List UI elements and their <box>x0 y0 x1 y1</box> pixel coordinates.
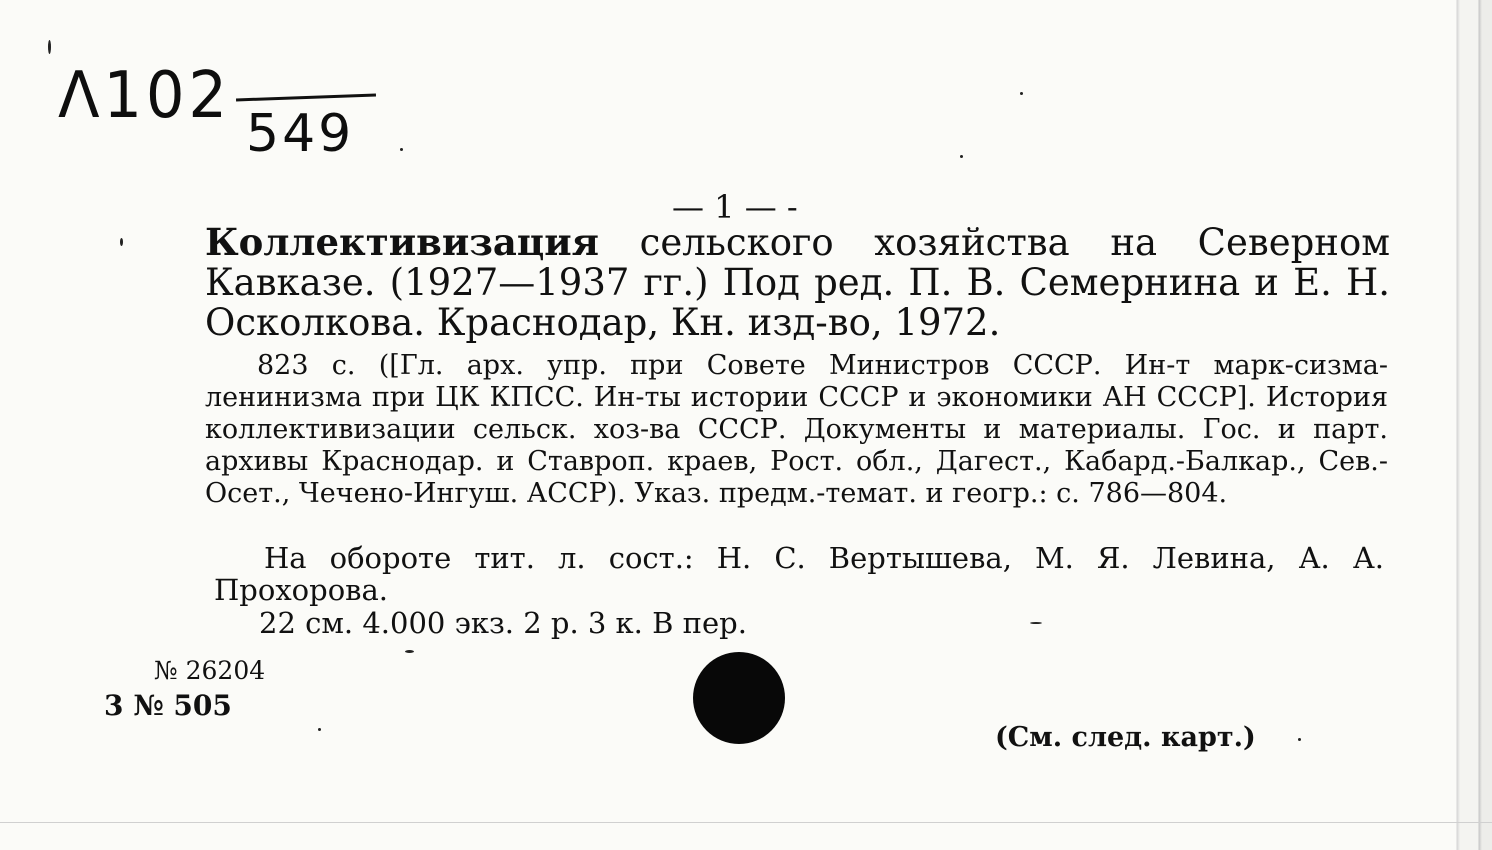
physical-description <box>205 350 1388 510</box>
dust-speck <box>405 650 414 653</box>
punch-hole <box>693 652 785 744</box>
dust-speck <box>318 728 321 731</box>
shelf-mark-main: Λ102 <box>58 59 231 133</box>
card-edge <box>1448 0 1492 850</box>
compilers-note: На обороте тит. л. сост.: Н. С. Вертышева, М. Я. Левина, А. А. Прохорова. <box>214 541 1384 607</box>
title-lead-word: Коллективизация <box>205 220 599 264</box>
shelf-mark-rule <box>236 94 376 102</box>
dust-speck <box>960 155 963 158</box>
bottom-edge <box>0 822 1492 823</box>
continued-note: (См. след. карт.) <box>995 722 1256 753</box>
accession-number: № 26204 <box>154 656 266 685</box>
title-statement <box>205 222 1390 343</box>
title-rest: сельского хозяйства на Северном Кавказе. (1927—1937 гг.) Под ред. П. В. Семернина и Е. Н. Осколкова. Краснодар, Кн. изд-во, 1972. <box>205 221 1390 344</box>
card-number: — 1 — - <box>672 188 798 226</box>
dust-speck <box>400 148 403 151</box>
dust-speck <box>1030 622 1042 624</box>
description-paragraph: 823 с. ([Гл. арх. упр. при Совете Министров СССР. Ин-т марк-сизма-ленинизма при ЦК КПСС. Ин-ты истории СССР и экономики АН СССР]. История коллективизации сельск. хоз-ва СССР. Документы и материалы. Гос. и парт. архивы Краснодар. и Ставроп. краев, Рост. обл., Дагест., Кабард.-Балкар., Сев.-Осет., Чечено-Ингуш. АССР). Указ. предм.-темат. и геогр.: с. 786—804. <box>205 350 1388 509</box>
dust-speck <box>1020 92 1023 95</box>
registry-number: 3 № 505 <box>104 689 232 722</box>
format-price-line: 22 см. 4.000 экз. 2 р. 3 к. В пер. <box>259 606 747 640</box>
shelf-mark-sub: 549 <box>246 104 355 164</box>
dust-speck <box>1298 738 1301 741</box>
dust-speck <box>120 238 123 246</box>
dust-speck <box>48 40 51 54</box>
